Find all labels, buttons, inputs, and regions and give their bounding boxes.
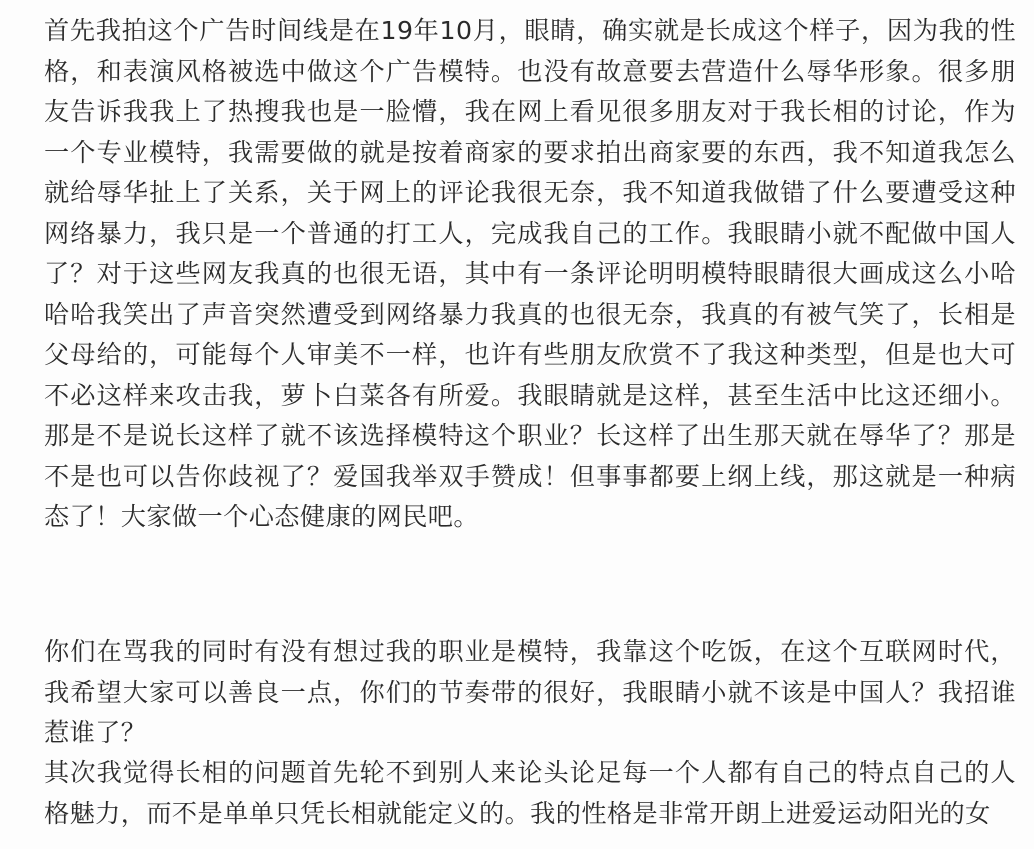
paragraph-spacer	[44, 578, 1016, 632]
paragraph-statement: 首先我拍这个广告时间线是在19年10月，眼睛，确实就是长成这个样子，因为我的性格，和表演风格被选中做这个广告模特。也没有故意要去营造什么辱华形象。很多朋友告诉我我上了热搜我也是一脸懵，我在网上看见很多朋友对于我长相的讨论，作为一个专业模特，我需要做的就是按着商家的要求拍出商家要的东西，我不知道我怎么就给辱华扯上了关系，关于网上的评论我很无奈，我不知道我做错了什么要遭受这种网络暴力，我只是一个普通的打工人，完成我自己的工作。我眼睛小就不配做中国人了？对于这些网友我真的也很无语，其中有一条评论明明模特眼睛很大画成这么小哈哈哈我笑出了声音突然遭受到网络暴力我真的也很无奈，我真的有被气笑了，长相是父母给的，可能每个人审美不一样，也许有些朋友欣赏不了我这种类型，但是也大可不必这样来攻击我，萝卜白菜各有所爱。我眼睛就是这样，甚至生活中比这还细小。那是不是说长这样了就不该选择模特这个职业？长这样了出生那天就在辱华了？那是不是也可以告你歧视了？爱国我举双手赞成！但事事都要上纲上线，那这就是一种病态了！大家做一个心态健康的网民吧。	[44, 16, 1016, 531]
paragraph-appearance: 其次我觉得长相的问题首先轮不到别人来论头论足每一个人都有自己的特点自己的人格魅力，而不是单单只凭长相就能定义的。我的性格是非常开朗上进爱运动阳光的女	[44, 758, 1016, 828]
paragraph-plea: 你们在骂我的同时有没有想过我的职业是模特，我靠这个吃饭，在这个互联网时代，我希望大家可以善良一点，你们的节奏带的很好，我眼睛小就不该是中国人？我招谁惹谁了？	[44, 637, 1016, 747]
